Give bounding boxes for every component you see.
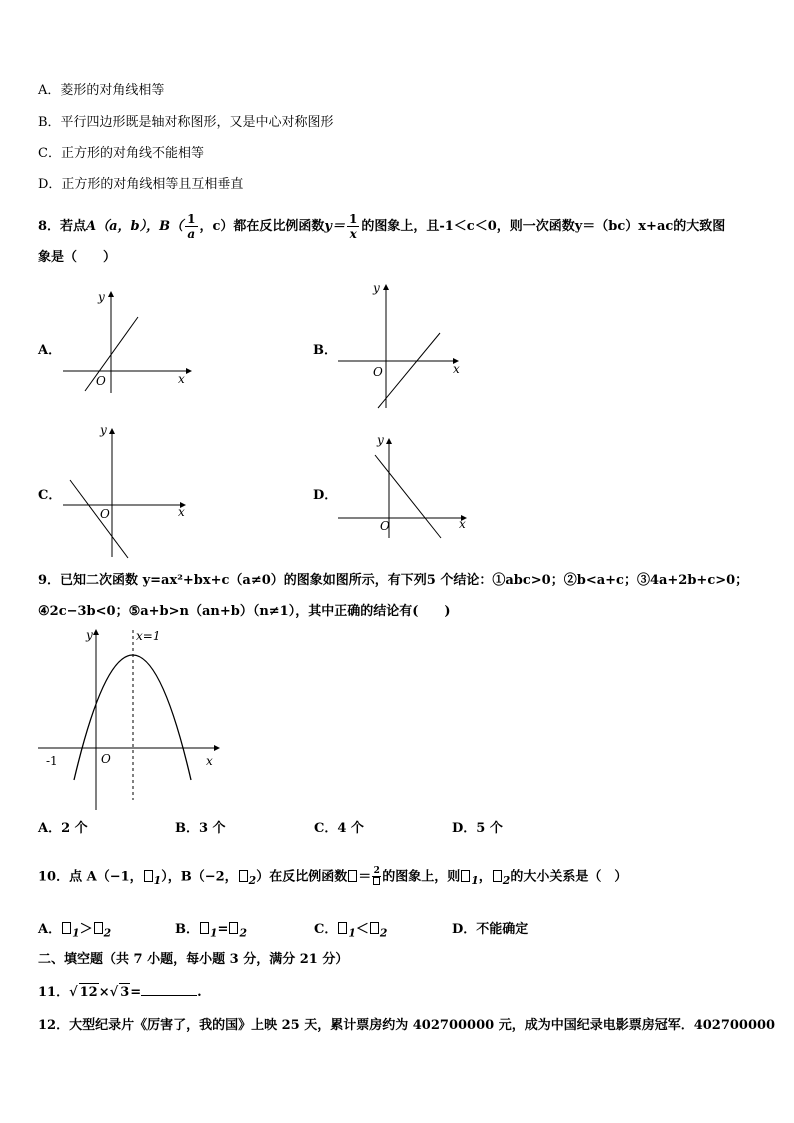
q8b-x-label: x (453, 362, 460, 376)
q8a-x-label: x (178, 372, 185, 386)
q8c-origin: O (100, 507, 110, 521)
q8b-origin: O (373, 365, 383, 379)
q10-option-d: D．不能确定 (452, 922, 529, 937)
q8c-y-label: y (100, 423, 107, 437)
q11-answer-blank (141, 983, 197, 996)
q9-option-c: C．4 个 (314, 821, 364, 836)
q8a-origin: O (96, 374, 106, 388)
q7-option-b: B．平行四边形既是轴对称图形，又是中心对称图形 (38, 115, 334, 130)
q9-axis-of-symmetry-label: x=1 (136, 629, 161, 643)
q7-option-d: D．正方形的对角线相等且互相垂直 (38, 177, 244, 192)
q8d-x-label: x (459, 517, 466, 531)
q7-option-c: C．正方形的对角线不能相等 (38, 146, 204, 161)
q8d-y-label: y (377, 433, 384, 447)
q7-option-a: A．菱形的对角线相等 (38, 83, 165, 98)
q10-option-a: A． $_1$＞ $_2$ (38, 922, 112, 940)
q10-option-c: C． $_1$＜ $_2$ (314, 922, 388, 940)
q8-option-c-label: C． (38, 488, 62, 503)
q8-graph-c (58, 422, 198, 562)
q8-graph-a (58, 285, 198, 395)
q9-option-d: D．5 个 (452, 821, 503, 836)
q8c-x-label: x (178, 505, 185, 519)
q9-parabola-graph (36, 625, 226, 815)
q8-graph-b (333, 278, 473, 413)
q12-stem: 12．大型纪录片《厉害了，我的国》上映 25 天，累计票房约为 402700000 元，成为中国纪录电影票房冠军．402700000 (38, 1018, 776, 1033)
q9-y-label: y (86, 628, 93, 642)
q8a-y-label: y (98, 290, 105, 304)
q10-stem: 10．点 A（−1， $_1$），B（−2， $_2$）在反比例函数 ＝ 2 的图象上，则 $_1$， $_2$的大小关系是（ ） (38, 866, 628, 888)
q8d-origin: O (380, 519, 390, 533)
q9-stem-line2: ④2c−3b<0；⑤a+b>n（an+b）（n≠1），其中正确的结论有( ) (38, 604, 451, 619)
q8-stem: 8．若点A（a，b），B（ $\frac{1}{a}$ ，c）都在反比例函数y＝ $\frac{1}{x}$ 的图象上，且-1＜c＜0，则一次函数y＝（bc）x+ac的大致图 (38, 212, 726, 241)
q9-minus-one-label: -1 (46, 754, 58, 768)
q9-origin: O (101, 752, 111, 766)
q8-stem-line2: 象是（ ） (38, 250, 117, 265)
q8-option-a-label: A． (38, 343, 62, 358)
q8-graph-d (333, 430, 473, 540)
q8-option-d-label: D． (313, 488, 338, 503)
q10-option-b: B． $_1$= $_2$ (175, 922, 247, 940)
q9-stem: 9．已知二次函数 y=ax²+bx+c（a≠0）的图象如图所示，有下列5 个结论：①abc>0；②b<a+c；③4a+2b+c>0； (38, 573, 749, 588)
q9-x-label: x (206, 754, 213, 768)
q11-stem: 11．√ 12×√ 3= . (38, 985, 202, 1000)
section-2-heading: 二、填空题（共 7 小题，每小题 3 分，满分 21 分） (38, 952, 349, 967)
q8-option-b-label: B． (313, 343, 337, 358)
q9-option-a: A．2 个 (38, 821, 88, 836)
q9-option-b: B．3 个 (175, 821, 226, 836)
q8b-y-label: y (373, 281, 380, 295)
